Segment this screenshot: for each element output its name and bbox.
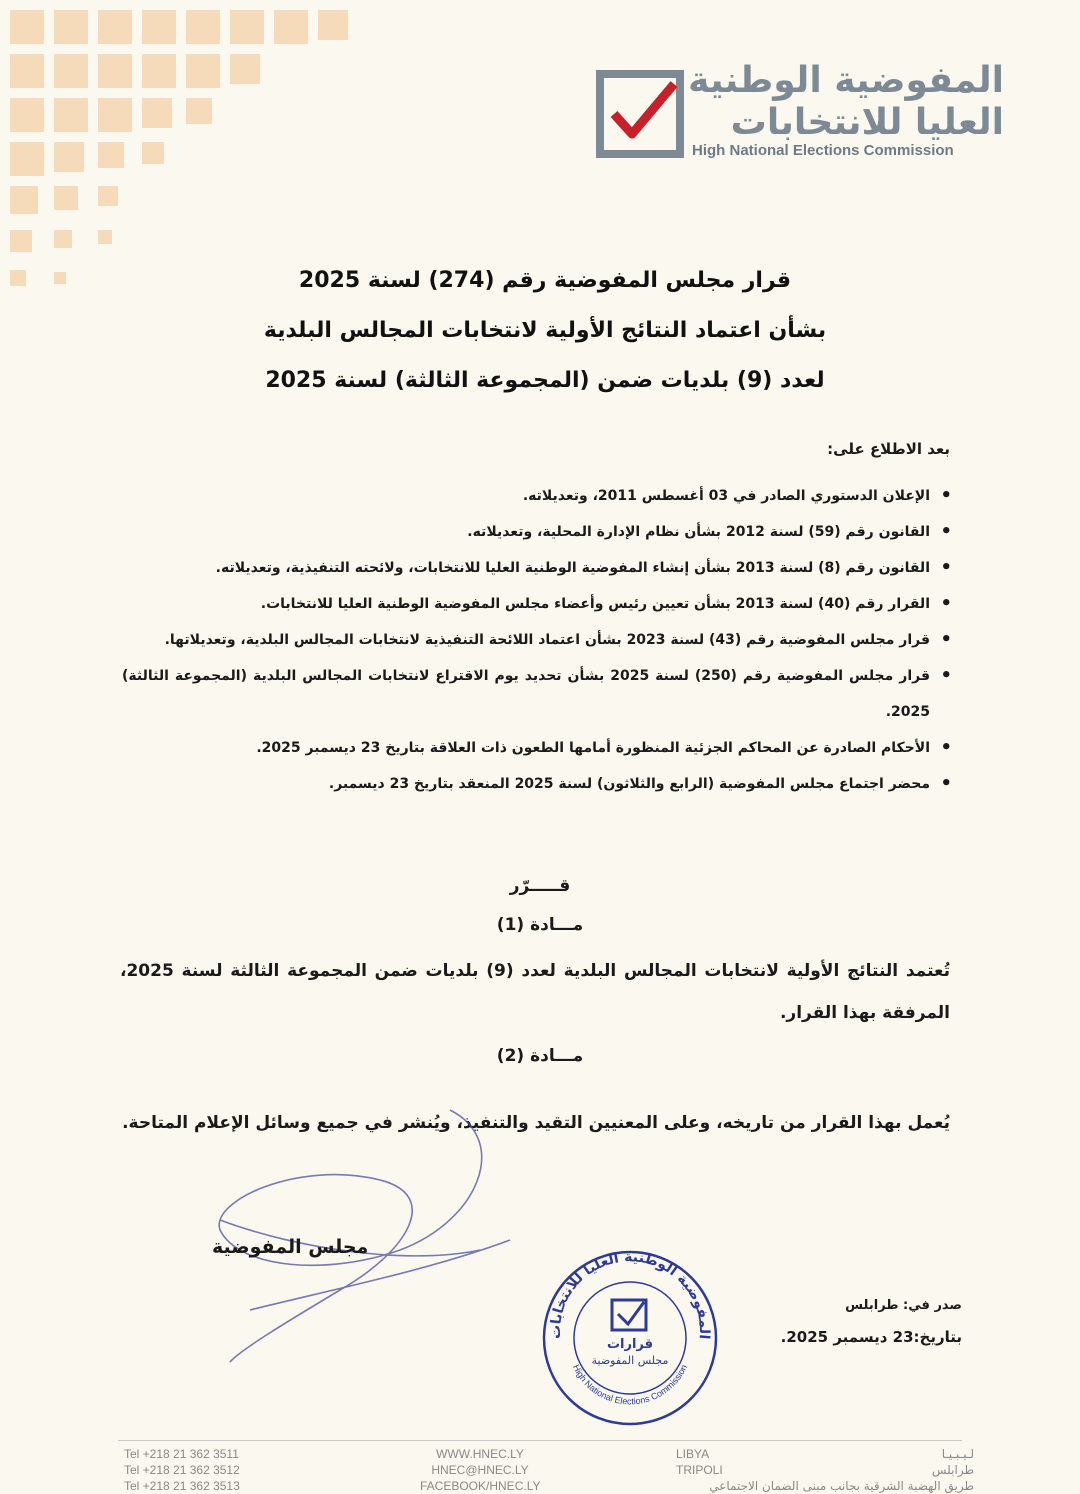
stamp-arabic-ring: المفوضية الوطنية العليا للانتخابات	[547, 1249, 713, 1340]
footer-address-ar: طريق الهضبة الشرقية بجانب مبنى الضمان الاجتماعي	[709, 1479, 974, 1493]
footer-email-link[interactable]: HNEC@HNEC.LY	[431, 1463, 529, 1477]
footer-country-ar: لـيـبـيـا	[941, 1447, 974, 1461]
preamble-item: • قرار مجلس المفوضية رقم (43) لسنة 2023 بشأن اعتماد اللائحة التنفيذية لانتخابات المجالس البلدية، وتعديلاتها.	[122, 622, 952, 658]
stamp-english-ring: High National Elections Commission	[570, 1362, 690, 1407]
footer-phones	[124, 1446, 240, 1494]
decision-title: قرار مجلس المفوضية رقم (274) لسنة 2025	[298, 268, 792, 293]
issued-date: بتاريخ:23 ديسمبر 2025.	[780, 1328, 962, 1346]
council-signature-label: مجلس المفوضية	[212, 1236, 369, 1258]
article-2-label: مـــادة (2)	[496, 1046, 584, 1066]
svg-text:High National Elections Commis	[571, 1363, 689, 1406]
footer-city-ar-name: طرابلس	[931, 1463, 974, 1477]
article-1-text: تُعتمد النتائج الأولية لانتخابات المجالس البلدية لعدد (9) بلديات ضمن المجموعة الثالثة لسنة 2025، المرفقة بهذا القرار.	[120, 961, 950, 1023]
article-1-label: مـــادة (1)	[496, 915, 584, 935]
decided-heading: قـــــرّر	[509, 876, 571, 896]
preamble-item: • القرار رقم (40) لسنة 2013 بشأن تعيين رئيس وأعضاء مجلس المفوضية الوطنية العليا للانتخابات.	[122, 586, 952, 622]
footer-city: TRIPOLI	[676, 1463, 723, 1477]
footer-divider	[118, 1440, 962, 1441]
svg-text:المفوضية الوطنية العليا للانتخ	[548, 1249, 712, 1339]
logo-english: High National Elections Commission	[692, 142, 954, 159]
preamble-list	[122, 478, 952, 802]
hnec-logo	[596, 60, 1008, 164]
preamble-item: • محضر اجتماع مجلس المفوضية (الرابع والثلاثون) لسنة 2025 المنعقد بتاريخ 23 ديسمبر.	[122, 766, 952, 802]
decision-scope: لعدد (9) بلديات ضمن (المجموعة الثالثة) لسنة 2025	[265, 368, 825, 393]
ballot-check-icon	[596, 70, 684, 158]
preamble-heading: بعد الاطلاع على:	[827, 440, 950, 458]
footer-website-link[interactable]: WWW.HNEC.LY	[436, 1447, 524, 1461]
preamble-item: • الأحكام الصادرة عن المحاكم الجزئية المنظورة أمامها الطعون ذات العلاقة بتاريخ 23 ديسمبر 2025.	[122, 730, 952, 766]
footer-city-ar	[709, 1446, 974, 1494]
article-2-text: يُعمل بهذا القرار من تاريخه، وعلى المعنيين التقيد والتنفيذ، ويُنشر في جميع وسائل الإعلام المتاحة.	[122, 1113, 950, 1133]
footer-web	[420, 1446, 540, 1494]
footer-phone[interactable]: Tel +218 21 362 3512	[124, 1463, 240, 1477]
footer-phone[interactable]: Tel +218 21 362 3511	[124, 1447, 239, 1461]
issued-place: صدر في: طرابلس	[845, 1298, 962, 1313]
stamp-center-line2: مجلس المفوضية	[591, 1354, 669, 1367]
decision-subject: بشأن اعتماد النتائج الأولية لانتخابات المجالس البلدية	[263, 318, 827, 343]
footer-country: LIBYA	[676, 1447, 710, 1461]
logo-arabic-line2: العليا للانتخابات	[730, 102, 1004, 143]
footer-phone[interactable]: Tel +218 21 362 3513	[124, 1479, 240, 1493]
preamble-item: • قرار مجلس المفوضية رقم (250) لسنة 2025 بشأن تحديد يوم الاقتراع لانتخابات المجالس البلدية (المجموعة الثالثة) 2025.	[122, 658, 952, 730]
logo-arabic-line1: المفوضية الوطنية	[688, 60, 1004, 101]
official-stamp	[540, 1248, 720, 1428]
preamble-item: • القانون رقم (8) لسنة 2013 بشأن إنشاء المفوضية الوطنية العليا للانتخابات، ولائحته التنفيذية، وتعديلاته.	[122, 550, 952, 586]
preamble-item: • القانون رقم (59) لسنة 2012 بشأن نظام الإدارة المحلية، وتعديلاته.	[122, 514, 952, 550]
preamble-item: • الإعلان الدستوري الصادر في 03 أغسطس 2011، وتعديلاته.	[122, 478, 952, 514]
handwritten-signature	[180, 1100, 540, 1370]
stamp-center-line1: قرارات	[606, 1337, 654, 1352]
footer-facebook-link[interactable]: FACEBOOK/HNEC.LY	[420, 1479, 541, 1493]
